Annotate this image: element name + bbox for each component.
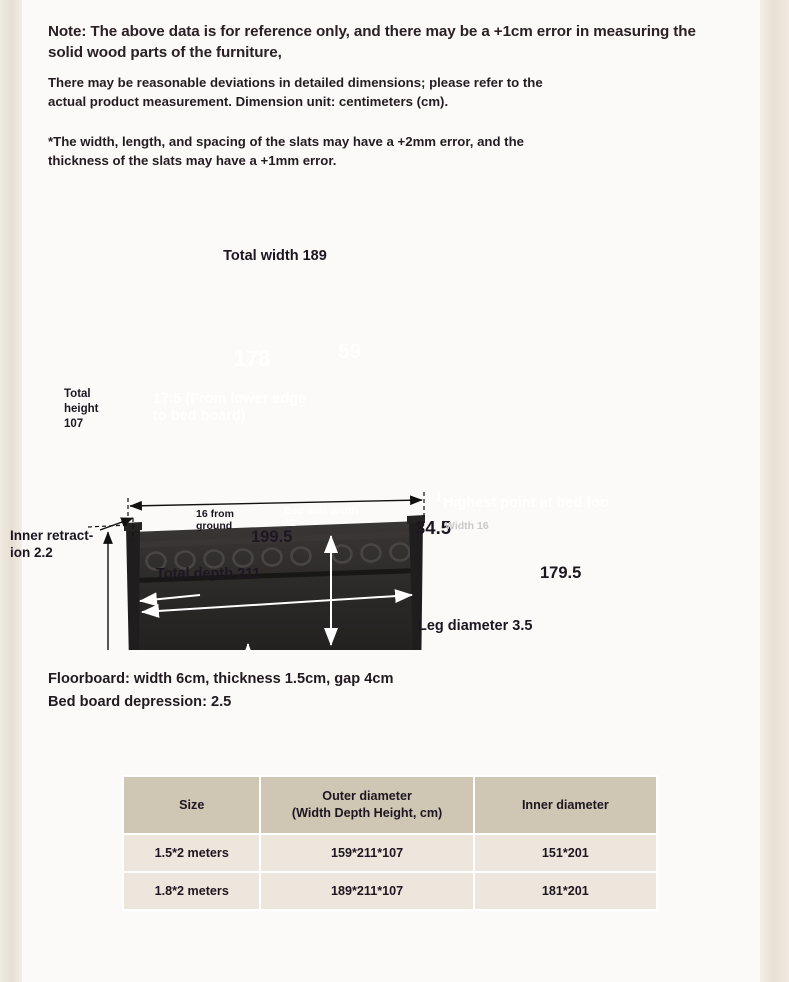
label-lower-edge-line1: 17.5 (From lower edge	[153, 391, 307, 407]
note-body-text: There may be reasonable deviations in detailed dimensions; please refer to the actual product measurement. Dimension unit: centimeters (cm).	[48, 74, 543, 109]
label-lower-edge-line2: to bed board)	[153, 408, 246, 424]
label-total-depth: Total depth 211	[156, 566, 261, 582]
th-outer-diameter-line2: (Width Depth Height, cm)	[291, 806, 443, 820]
label-inner-length: 199.5	[251, 528, 293, 546]
label-inner-retraction-line1: Inner retract-	[10, 528, 94, 543]
label-total-height-line3: 107	[64, 418, 84, 430]
cell-size: 1.8*2 meters	[124, 873, 259, 909]
label-total-height-line2: height	[64, 403, 99, 415]
th-outer-diameter	[261, 777, 472, 833]
table-row	[124, 835, 656, 871]
label-headboard-inner-width: 178	[233, 346, 271, 371]
th-outer-diameter-line1: Outer diameter	[322, 789, 412, 804]
cell-outer: 159*211*107	[261, 835, 472, 871]
floorboard-spec-line: Floorboard: width 6cm, thickness 1.5cm, gap 4cm	[48, 671, 394, 687]
cell-inner: 151*201	[475, 835, 656, 871]
label-footboard-width: Width 16	[445, 520, 489, 532]
cell-size: 1.5*2 meters	[124, 835, 259, 871]
table-row	[124, 873, 656, 909]
table-header-row	[124, 777, 656, 833]
notes-block	[48, 22, 708, 171]
cell-inner: 181*201	[475, 873, 656, 909]
dim-total-width	[128, 492, 424, 526]
label-from-ground-line1: 16 from	[196, 508, 234, 520]
size-spec-table	[122, 775, 658, 911]
label-total-width: Total width 189	[223, 248, 327, 264]
cell-outer: 189*211*107	[261, 873, 472, 909]
th-inner-diameter: Inner diameter	[475, 777, 656, 833]
floorboard-notes	[48, 668, 393, 715]
label-total-height-line1: Total	[64, 388, 91, 400]
dim-total-height	[88, 525, 128, 650]
label-inner-retraction-line2: ion 2.2	[10, 545, 53, 560]
label-bed-side-width-value: 12	[284, 517, 296, 529]
label-foot-span: 179.5	[540, 564, 582, 582]
note-lead-text: Note: The above data is for reference only, and there may be a +1cm error in measuring the solid wood parts of the furniture,	[48, 23, 696, 61]
th-size: Size	[124, 777, 259, 833]
label-leg-diameter: Leg diameter 3.5	[418, 618, 533, 634]
label-headboard-height: 59	[338, 340, 362, 363]
label-from-ground-line2: ground	[196, 520, 233, 532]
bed-dimension-diagram	[0, 230, 789, 650]
label-foot-height: 34.5	[415, 517, 452, 538]
label-bed-side-width: Bed side width	[284, 505, 359, 517]
bed-board-depression-line: Bed board depression: 2.5	[48, 694, 232, 711]
note-slat-tolerance-text: *The width, length, and spacing of the slats may have a +2mm error, and the thickness of the slats may have a +1mm error.	[48, 134, 524, 169]
table-body	[124, 835, 656, 909]
label-highest-point-at-bed-foot: Highest point at bed foo	[443, 495, 609, 511]
